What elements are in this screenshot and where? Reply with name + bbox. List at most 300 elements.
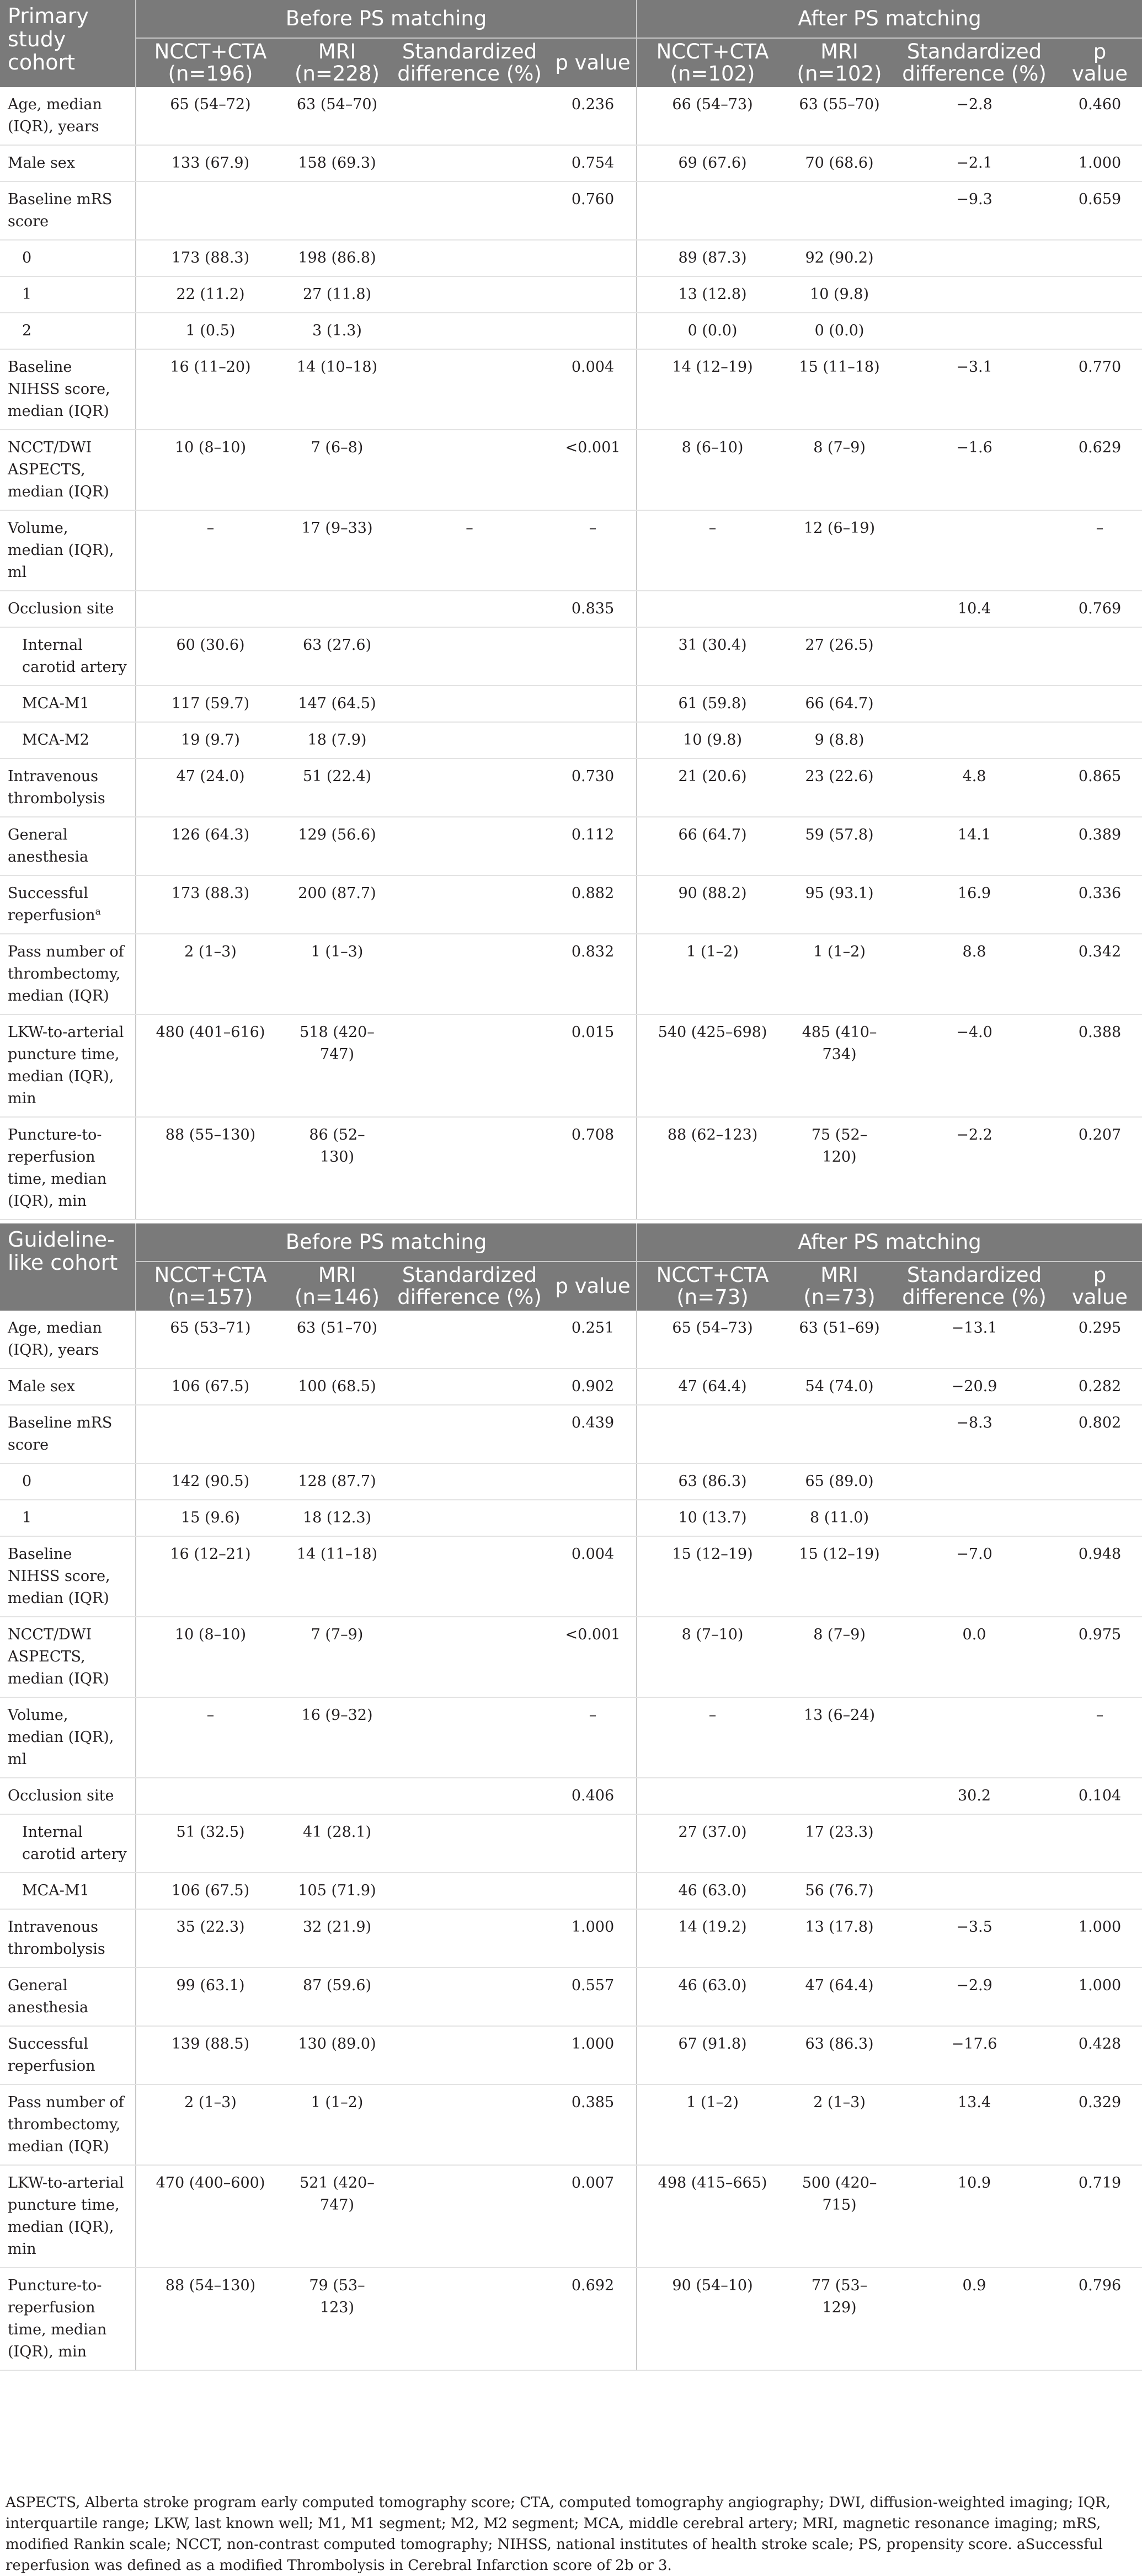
after-mri-cell [788,181,891,240]
after-std-diff-cell: −17.6 [891,2026,1058,2085]
after-ncct-cell: 8 (6–10) [637,430,788,510]
after-ncct-cell: 8 (7–10) [637,1617,788,1697]
before-mri-cell: 79 (53–123) [285,2268,389,2370]
after-ncct-cell: 47 (64.4) [637,1369,788,1405]
before-p-value-cell [549,1463,637,1500]
table-header [0,0,1142,87]
before-ncct-cell: 99 (63.1) [136,1968,285,2026]
before-p-value-cell [549,1500,637,1536]
row-label-text: MCA-M1 [22,695,89,712]
after-p-value-cell [1058,1500,1142,1536]
before-p-value-cell: 0.835 [549,591,637,627]
after-std-diff-cell [891,1697,1058,1778]
before-mri-header: MRI (n=228) [285,38,389,87]
after-p-value-cell [1058,1814,1142,1873]
after-ncct-cell: 67 (91.8) [637,2026,788,2085]
row-label-text: 0 [22,1473,32,1490]
before-mri-cell: 17 (9–33) [285,510,389,591]
before-ncct-header: NCCT+CTA (n=196) [136,38,285,87]
before-mri-cell: 63 (51–70) [285,1311,389,1369]
before-std-diff-cell [389,276,549,313]
before-ncct-cell: – [136,1697,285,1778]
before-p-value-cell [549,240,637,276]
table-row [0,1463,1142,1500]
cohort-title: Primary study cohort [0,0,136,87]
after-std-diff-cell: 16.9 [891,875,1058,934]
before-std-diff-cell [389,2165,549,2268]
after-std-diff-cell: 4.8 [891,758,1058,817]
row-label [0,817,136,875]
after-ncct-cell: 13 (12.8) [637,276,788,313]
before-mri-cell: 18 (12.3) [285,1500,389,1536]
row-label [0,1968,136,2026]
after-std-diff-cell: −8.3 [891,1405,1058,1463]
after-p-value-cell [1058,313,1142,349]
before-std-diff-cell [389,349,549,430]
after-p-value-cell: 0.282 [1058,1369,1142,1405]
before-mri-cell: 18 (7.9) [285,722,389,758]
after-ncct-cell: 1 (1–2) [637,934,788,1014]
before-mri-cell: 198 (86.8) [285,240,389,276]
after-ncct-cell: – [637,1697,788,1778]
before-mri-cell: 129 (56.6) [285,817,389,875]
before-std-diff-cell [389,1405,549,1463]
before-std-diff-cell [389,1617,549,1697]
before-p-value-cell: 0.236 [549,87,637,145]
table-row [0,1536,1142,1617]
after-mri-cell: 500 (420–715) [788,2165,891,2268]
table-row [0,875,1142,934]
before-mri-cell [285,181,389,240]
after-ncct-cell: 90 (88.2) [637,875,788,934]
before-std-diff-cell [389,1697,549,1778]
row-label-text: Male sex [8,1378,76,1395]
before-ncct-cell: 65 (54–72) [136,87,285,145]
after-mri-cell: 10 (9.8) [788,276,891,313]
before-p-value-cell: 0.557 [549,1968,637,2026]
after-ncct-cell [637,1778,788,1814]
after-ncct-cell: 66 (64.7) [637,817,788,875]
after-p-value-cell: 0.865 [1058,758,1142,817]
table-row [0,313,1142,349]
table-row [0,1117,1142,1220]
row-label [0,1909,136,1968]
after-p-value-cell [1058,276,1142,313]
after-mri-cell: 12 (6–19) [788,510,891,591]
before-p-value-cell: 0.760 [549,181,637,240]
table-row [0,758,1142,817]
row-label [0,1536,136,1617]
after-ncct-cell: 65 (54–73) [637,1311,788,1369]
table-row [0,145,1142,181]
after-std-diff-cell [891,1814,1058,1873]
after-mri-cell: 63 (86.3) [788,2026,891,2085]
row-label [0,1405,136,1463]
before-mri-cell: 14 (11–18) [285,1536,389,1617]
after-mri-cell: 92 (90.2) [788,240,891,276]
before-std-diff-cell [389,1536,549,1617]
before-std-diff-cell [389,1311,549,1369]
after-p-value-cell: 0.629 [1058,430,1142,510]
before-std-diff-cell [389,313,549,349]
before-ps-header: Before PS matching [136,1223,637,1262]
after-std-diff-cell: 0.9 [891,2268,1058,2370]
table-row [0,1369,1142,1405]
after-mri-cell: 13 (6–24) [788,1697,891,1778]
before-mri-cell: 51 (22.4) [285,758,389,817]
before-ncct-cell: 133 (67.9) [136,145,285,181]
before-ps-header: Before PS matching [136,0,637,38]
table-row [0,817,1142,875]
before-std-diff-cell [389,240,549,276]
before-std-diff-cell [389,1778,549,1814]
row-label-text: 1 [22,1509,32,1526]
before-std-diff-cell [389,1500,549,1536]
after-mri-cell: 15 (11–18) [788,349,891,430]
row-label [0,1617,136,1697]
after-ncct-cell: 540 (425–698) [637,1014,788,1117]
after-p-value-cell: 1.000 [1058,145,1142,181]
after-p-value-cell: 0.719 [1058,2165,1142,2268]
before-p-value-cell [549,313,637,349]
before-mri-cell: 27 (11.8) [285,276,389,313]
before-p-value-cell: 0.692 [549,2268,637,2370]
table-row [0,1500,1142,1536]
before-mri-cell: 130 (89.0) [285,2026,389,2085]
before-ncct-cell: – [136,510,285,591]
row-label [0,430,136,510]
before-p-value-cell: <0.001 [549,430,637,510]
before-p-value-cell [549,1873,637,1909]
before-std-diff-cell [389,87,549,145]
table-row [0,87,1142,145]
after-ncct-cell: 90 (54–10) [637,2268,788,2370]
before-mri-cell: 521 (420–747) [285,2165,389,2268]
row-label [0,2026,136,2085]
after-p-value-cell: 0.770 [1058,349,1142,430]
row-label [0,1778,136,1814]
after-std-diff-cell: 14.1 [891,817,1058,875]
before-p-value-cell: 0.730 [549,758,637,817]
before-mri-cell: 3 (1.3) [285,313,389,349]
before-std-diff-cell [389,1014,549,1117]
after-ncct-cell: 15 (12–19) [637,1536,788,1617]
after-ncct-cell: 69 (67.6) [637,145,788,181]
row-label-text: NCCT/DWI ASPECTS, median (IQR) [8,439,109,500]
row-label [0,1117,136,1220]
after-p-value-cell: 0.802 [1058,1405,1142,1463]
row-label-text: Male sex [8,154,76,172]
row-label-text: Age, median (IQR), years [8,1319,102,1359]
before-mri-cell: 86 (52–130) [285,1117,389,1220]
before-ncct-cell: 117 (59.7) [136,686,285,722]
row-label-text: 2 [22,322,32,339]
before-mri-cell: 16 (9–32) [285,1697,389,1778]
row-label-text: Occlusion site [8,600,114,617]
row-label-text: Intravenous thrombolysis [8,768,105,807]
row-label [0,1369,136,1405]
table-row [0,2165,1142,2268]
row-label-text: Volume, median (IQR), ml [8,1707,114,1768]
row-label-text: Pass number of thrombectomy, median (IQR) [8,2094,124,2155]
header-row-columns [0,38,1142,87]
after-mri-cell: 485 (410–734) [788,1014,891,1117]
section-gap [0,1220,1142,1223]
after-mri-cell [788,1778,891,1814]
row-label-text: 0 [22,249,32,266]
row-label [0,145,136,181]
table-header [0,1223,1142,1311]
before-mri-cell: 1 (1–2) [285,2085,389,2165]
before-p-value-cell: 0.754 [549,145,637,181]
before-mri-cell: 32 (21.9) [285,1909,389,1968]
after-ncct-cell: 10 (9.8) [637,722,788,758]
after-mri-cell: 15 (12–19) [788,1536,891,1617]
before-std-diff-cell [389,591,549,627]
before-ncct-cell [136,1405,285,1463]
header-row-groups [0,1223,1142,1262]
header-row-groups [0,0,1142,38]
table-row [0,1814,1142,1873]
after-ncct-header: NCCT+CTA (n=102) [637,38,788,87]
before-ncct-cell: 22 (11.2) [136,276,285,313]
before-mri-cell: 518 (420–747) [285,1014,389,1117]
after-p-value-cell: – [1058,1697,1142,1778]
before-std-diff-cell [389,758,549,817]
row-label [0,313,136,349]
after-mri-cell: 8 (11.0) [788,1500,891,1536]
after-mri-cell: 2 (1–3) [788,2085,891,2165]
before-ncct-cell: 19 (9.7) [136,722,285,758]
before-p-value-cell: 0.406 [549,1778,637,1814]
before-mri-cell: 200 (87.7) [285,875,389,934]
after-mri-cell: 56 (76.7) [788,1873,891,1909]
table-row [0,240,1142,276]
before-mri-cell: 128 (87.7) [285,1463,389,1500]
before-std-diff-cell [389,934,549,1014]
row-label-text: Pass number of thrombectomy, median (IQR) [8,943,124,1004]
table-row [0,934,1142,1014]
after-p-value-cell: 0.336 [1058,875,1142,934]
before-p-value-cell: 0.385 [549,2085,637,2165]
row-label [0,722,136,758]
table-row [0,276,1142,313]
row-label-text: Baseline mRS score [8,1414,113,1453]
table-row [0,349,1142,430]
before-mri-cell: 105 (71.9) [285,1873,389,1909]
before-std-diff-cell [389,430,549,510]
before-mri-cell [285,1405,389,1463]
table-footnote: ASPECTS, Alberta stroke program early computed tomography score; CTA, computed tomography angiography; DWI, diffusion-weighted imaging; IQR, interquartile range; LKW, last known well; M1, M1 segment; M2, M2 segment; MCA, middle cerebral artery; MRI, magnetic resonance imaging; mRS, modified Rankin scale; NCCT, non-contrast computed tomography; NIHSS, national institutes of health stroke scale; PS, propensity score. aSuccessful reperfusion was defined as a modified Thrombolysis in Cerebral Infarction score of 2b or 3. [6,2494,1111,2574]
after-mri-cell: 13 (17.8) [788,1909,891,1968]
after-p-value-cell [1058,240,1142,276]
row-label-text: General anesthesia [8,826,89,865]
row-label [0,875,136,934]
row-label [0,2165,136,2268]
after-ncct-cell: 88 (62–123) [637,1117,788,1220]
after-mri-cell: 8 (7–9) [788,430,891,510]
row-label-text: Intravenous thrombolysis [8,1918,105,1958]
after-std-diff-cell: 0.0 [891,1617,1058,1697]
after-mri-cell: 75 (52–120) [788,1117,891,1220]
after-p-value-cell: 0.207 [1058,1117,1142,1220]
table-body-2 [0,1311,1142,2370]
after-ncct-cell: 89 (87.3) [637,240,788,276]
after-mri-cell: 65 (89.0) [788,1463,891,1500]
after-p-value-cell: 0.389 [1058,817,1142,875]
table-row [0,1405,1142,1463]
row-label [0,87,136,145]
before-std-diff-cell [389,627,549,686]
after-mri-header: MRI (n=73) [788,1262,891,1311]
before-p-value-cell: 0.004 [549,1536,637,1617]
after-ps-header: After PS matching [637,1223,1142,1262]
after-ncct-cell: 14 (12–19) [637,349,788,430]
table-row [0,2085,1142,2165]
table-row [0,1697,1142,1778]
before-ncct-cell [136,181,285,240]
after-mri-cell: 0 (0.0) [788,313,891,349]
after-std-diff-cell [891,510,1058,591]
after-std-diff-cell: −1.6 [891,430,1058,510]
before-ncct-cell: 10 (8–10) [136,430,285,510]
before-p-value-cell [549,686,637,722]
before-ncct-cell: 173 (88.3) [136,875,285,934]
after-p-value-cell: 0.659 [1058,181,1142,240]
after-std-diff-cell [891,722,1058,758]
row-label-text: LKW-to-arterial puncture time, median (IQR), min [8,1024,124,1107]
before-ncct-cell: 65 (53–71) [136,1311,285,1369]
row-label [0,1697,136,1778]
before-mri-cell: 87 (59.6) [285,1968,389,2026]
after-std-diff-cell: −2.2 [891,1117,1058,1220]
row-label-text: Internal carotid artery [22,1824,127,1863]
before-mri-cell: 63 (54–70) [285,87,389,145]
before-mri-header: MRI (n=146) [285,1262,389,1311]
before-p-value-cell: 0.902 [549,1369,637,1405]
before-ncct-cell: 16 (12–21) [136,1536,285,1617]
after-mri-cell: 70 (68.6) [788,145,891,181]
table-row [0,686,1142,722]
before-p-value-cell [549,1814,637,1873]
row-label-text: Baseline NIHSS score, median (IQR) [8,359,110,420]
table-row [0,1617,1142,1697]
before-ncct-cell: 16 (11–20) [136,349,285,430]
after-mri-cell: 77 (53–129) [788,2268,891,2370]
before-ncct-cell: 480 (401–616) [136,1014,285,1117]
after-std-diff-cell: −7.0 [891,1536,1058,1617]
before-ncct-cell: 47 (24.0) [136,758,285,817]
row-label [0,1814,136,1873]
table-row [0,627,1142,686]
after-std-diff-header: Standardized difference (%) [891,1262,1058,1311]
before-ncct-cell [136,1778,285,1814]
after-p-value-header: p value [1058,38,1142,87]
after-ps-header: After PS matching [637,0,1142,38]
row-label-text: General anesthesia [8,1977,89,2016]
after-std-diff-cell [891,1463,1058,1500]
before-std-diff-cell [389,1909,549,1968]
after-std-diff-cell: 8.8 [891,934,1058,1014]
after-std-diff-cell: 13.4 [891,2085,1058,2165]
before-p-value-cell: 0.251 [549,1311,637,1369]
after-std-diff-cell: −3.5 [891,1909,1058,1968]
after-std-diff-header: Standardized difference (%) [891,38,1058,87]
cohort-title: Guideline-like cohort [0,1223,136,1311]
after-p-value-cell: 1.000 [1058,1968,1142,2026]
before-std-diff-cell [389,1117,549,1220]
before-std-diff-header: Standardized difference (%) [389,1262,549,1311]
after-std-diff-cell [891,686,1058,722]
table-row [0,510,1142,591]
after-mri-cell: 17 (23.3) [788,1814,891,1873]
after-mri-cell: 23 (22.6) [788,758,891,817]
row-label-text: Successful reperfusion [8,885,95,924]
before-std-diff-cell [389,2268,549,2370]
table-body-1 [0,87,1142,1223]
after-mri-cell: 47 (64.4) [788,1968,891,2026]
before-ncct-cell: 88 (55–130) [136,1117,285,1220]
before-mri-cell: 14 (10–18) [285,349,389,430]
before-p-value-cell [549,276,637,313]
row-label-text: Successful reperfusion [8,2035,95,2075]
after-ncct-cell: 66 (54–73) [637,87,788,145]
row-label-text: Baseline NIHSS score, median (IQR) [8,1546,110,1607]
after-ncct-cell: 21 (20.6) [637,758,788,817]
after-ncct-cell: 498 (415–665) [637,2165,788,2268]
after-std-diff-cell: −13.1 [891,1311,1058,1369]
table-row [0,1014,1142,1117]
row-label-text: Puncture-to-reperfusion time, median (IQR), min [8,2277,107,2360]
before-ncct-cell: 126 (64.3) [136,817,285,875]
row-label-text: 1 [22,286,32,303]
before-std-diff-cell: – [389,510,549,591]
after-mri-cell: 63 (55–70) [788,87,891,145]
before-std-diff-cell [389,181,549,240]
before-mri-cell [285,591,389,627]
after-p-value-cell: 0.329 [1058,2085,1142,2165]
after-p-value-cell: 0.948 [1058,1536,1142,1617]
after-std-diff-cell: −4.0 [891,1014,1058,1117]
table-row [0,2026,1142,2085]
table-row [0,1968,1142,2026]
before-ncct-cell: 60 (30.6) [136,627,285,686]
row-label-text: Occlusion site [8,1787,114,1804]
after-ncct-cell: 31 (30.4) [637,627,788,686]
after-std-diff-cell: −3.1 [891,349,1058,430]
after-mri-cell: 9 (8.8) [788,722,891,758]
after-ncct-cell: 63 (86.3) [637,1463,788,1500]
after-p-value-cell: 0.796 [1058,2268,1142,2370]
after-mri-cell: 8 (7–9) [788,1617,891,1697]
before-ncct-cell: 35 (22.3) [136,1909,285,1968]
after-ncct-cell: 27 (37.0) [637,1814,788,1873]
after-std-diff-cell [891,627,1058,686]
after-std-diff-cell: −9.3 [891,181,1058,240]
after-mri-cell: 63 (51–69) [788,1311,891,1369]
after-ncct-cell [637,591,788,627]
row-label [0,627,136,686]
before-ncct-cell [136,591,285,627]
before-p-value-header: p value [549,38,637,87]
after-std-diff-cell: 10.9 [891,2165,1058,2268]
before-std-diff-cell [389,686,549,722]
before-ncct-cell: 106 (67.5) [136,1369,285,1405]
before-std-diff-cell [389,1968,549,2026]
row-label [0,2085,136,2165]
after-p-value-cell: 0.104 [1058,1778,1142,1814]
before-std-diff-cell [389,875,549,934]
